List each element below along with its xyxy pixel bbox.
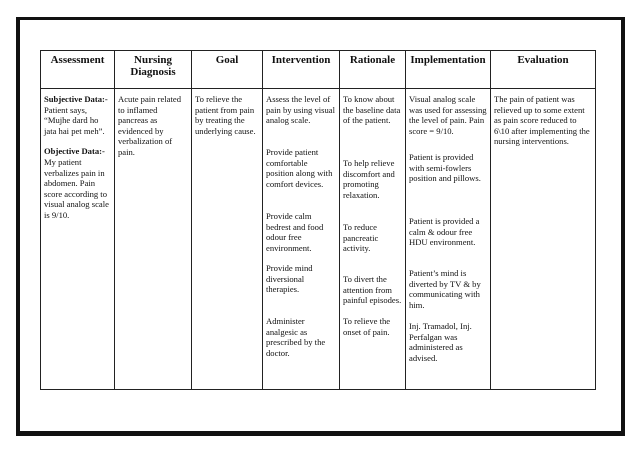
implementation-item: Inj. Tramadol, Inj. Perfalgan was administered as advised.: [409, 321, 472, 363]
header-goal: Goal: [192, 51, 263, 89]
rationale-item: To know about the baseline data of the patient.: [343, 94, 401, 126]
rationale-item: To divert the attention from painful episodes.: [343, 274, 402, 306]
header-evaluation: Evaluation: [491, 51, 596, 89]
goal-text: To relieve the patient from pain by treating the underlying cause.: [195, 94, 256, 136]
implementation-item: Visual analog scale was used for assessing the level of pain. Pain score = 9/10.: [409, 94, 487, 136]
intervention-item: Provide calm bedrest and food odour free environment.: [266, 211, 324, 253]
implementation-item: Patient is provided a calm & odour free HDU environment.: [409, 216, 480, 248]
implementation-item: Patient’s mind is diverted by TV & by communicating with him.: [409, 268, 481, 310]
goal-cell: [192, 89, 263, 390]
intervention-item: Provide patient comfortable position along with comfort devices.: [266, 147, 333, 189]
evaluation-cell: [491, 89, 596, 390]
subjective-text: Patient says, “Mujhe dard ho jata hai pet meh”.: [44, 104, 105, 136]
rationale-item: To relieve the onset of pain.: [343, 316, 391, 337]
nursing-care-plan-table: [40, 50, 596, 390]
nursing-diagnosis-text: Acute pain related to inflamed pancreas as evidenced by verbalization of pain.: [118, 94, 181, 157]
objective-label: Objective Data:-: [44, 146, 105, 157]
intervention-item: Assess the level of pain by using visual analog scale.: [266, 94, 335, 126]
rationale-item: To help relieve discomfort and promoting relaxation.: [343, 158, 395, 200]
header-nursing-diagnosis: Nursing Diagnosis: [115, 51, 192, 89]
intervention-item: Provide mind diversional therapies.: [266, 263, 313, 295]
header-intervention: Intervention: [263, 51, 340, 89]
table-row: [41, 89, 596, 390]
subjective-label: Subjective Data:-: [44, 94, 108, 104]
header-row: [41, 51, 596, 89]
implementation-item: Patient is provided with semi-fowlers position and pillows.: [409, 152, 481, 184]
intervention-cell: [263, 89, 340, 390]
rationale-cell: [340, 89, 406, 390]
nursing-diagnosis-cell: [115, 89, 192, 390]
assessment-cell: [41, 89, 115, 390]
objective-text: My patient verbalizes pain in abdomen. Pain score according to visual analog scale is 9/10.: [44, 156, 109, 220]
evaluation-text: The pain of patient was relieved up to some extent as pain score reduced to 6\10 after implementing the nursing interventions.: [494, 94, 590, 147]
header-rationale: Rationale: [340, 51, 406, 89]
intervention-item: Administer analgesic as prescribed by the doctor.: [266, 316, 326, 358]
header-assessment: Assessment: [41, 51, 115, 89]
header-implementation: Implementation: [406, 51, 491, 89]
rationale-item: To reduce pancreatic activity.: [343, 222, 379, 254]
implementation-cell: [406, 89, 491, 390]
